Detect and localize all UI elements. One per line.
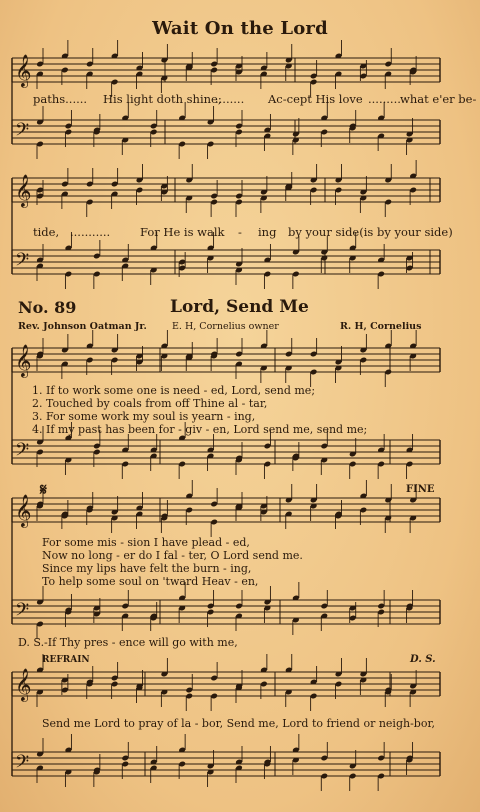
lyric-word: what e'er be-	[400, 92, 477, 106]
fine-mark: FINE	[406, 484, 435, 495]
verse-line: 3. For some work my soul is yearn - ing,	[32, 410, 256, 423]
hymn-number: No. 89	[18, 298, 77, 317]
lyric-word: by your side(is by your side)	[288, 225, 453, 239]
hymn-title-lord-send-me: Lord, Send Me	[170, 297, 309, 317]
verse-line: 1. If to work some one is need - ed, Lord, send me;	[32, 384, 316, 397]
refrain-label: REFRAIN	[42, 655, 90, 665]
treble-clef: 𝄞	[15, 54, 32, 87]
credit-owner: E. H, Cornelius owner	[172, 321, 279, 332]
lyric-word: paths......	[33, 92, 88, 106]
bass-clef: 𝄢	[15, 250, 30, 275]
treble-clef: 𝄞	[15, 494, 32, 527]
credit-words: Rev. Johnson Oatman Jr.	[18, 321, 147, 332]
lyric-word: ing	[258, 225, 277, 239]
verse-line: 4. If my past has been for - giv - en, Lord send me, send me;	[32, 423, 368, 436]
verse-line: To help some soul on 'tward Heav - en,	[42, 575, 259, 588]
lyric-word: For He is walk	[140, 225, 225, 239]
lyric-word: .........	[368, 92, 401, 106]
verse-line: Now no long - er do I fal - ter, O Lord send me.	[42, 549, 303, 562]
lyric-word: ........	[215, 92, 245, 106]
credit-music: R. H, Cornelius	[340, 321, 422, 332]
bass-clef: 𝄢	[15, 440, 30, 465]
treble-clef: 𝄞	[15, 174, 32, 207]
ds-mark: D. S.	[410, 654, 436, 665]
segno-sign: 𝄋	[40, 480, 47, 499]
bass-clef: 𝄢	[15, 600, 30, 625]
verse-line: Since my lips have felt the burn - ing,	[42, 562, 252, 575]
bass-clef: 𝄢	[15, 752, 30, 777]
bass-clef: 𝄢	[15, 120, 30, 145]
lyric-word: Ac-cept His love	[268, 92, 363, 106]
lyric-word: ...........	[70, 225, 111, 239]
lyric-word: tide,	[33, 225, 60, 239]
treble-clef: 𝄞	[15, 668, 32, 701]
lyric-word: His light doth shine;	[103, 92, 222, 106]
refrain-lyric: Send me Lord to pray of la - bor, Send me, Lord to friend or neigh-bor,	[42, 717, 436, 730]
ds-verse-line: D. S.-If Thy pres - ence will go with me,	[18, 636, 238, 649]
treble-clef: 𝄞	[15, 344, 32, 377]
verse-line: 2. Touched by coals from off Thine al - tar,	[32, 397, 268, 410]
lyric-word: -	[238, 225, 242, 239]
verse-line: For some mis - sion I have plead - ed,	[42, 536, 250, 549]
hymn-title-wait-on-the-lord: Wait On the Lord	[152, 18, 328, 39]
